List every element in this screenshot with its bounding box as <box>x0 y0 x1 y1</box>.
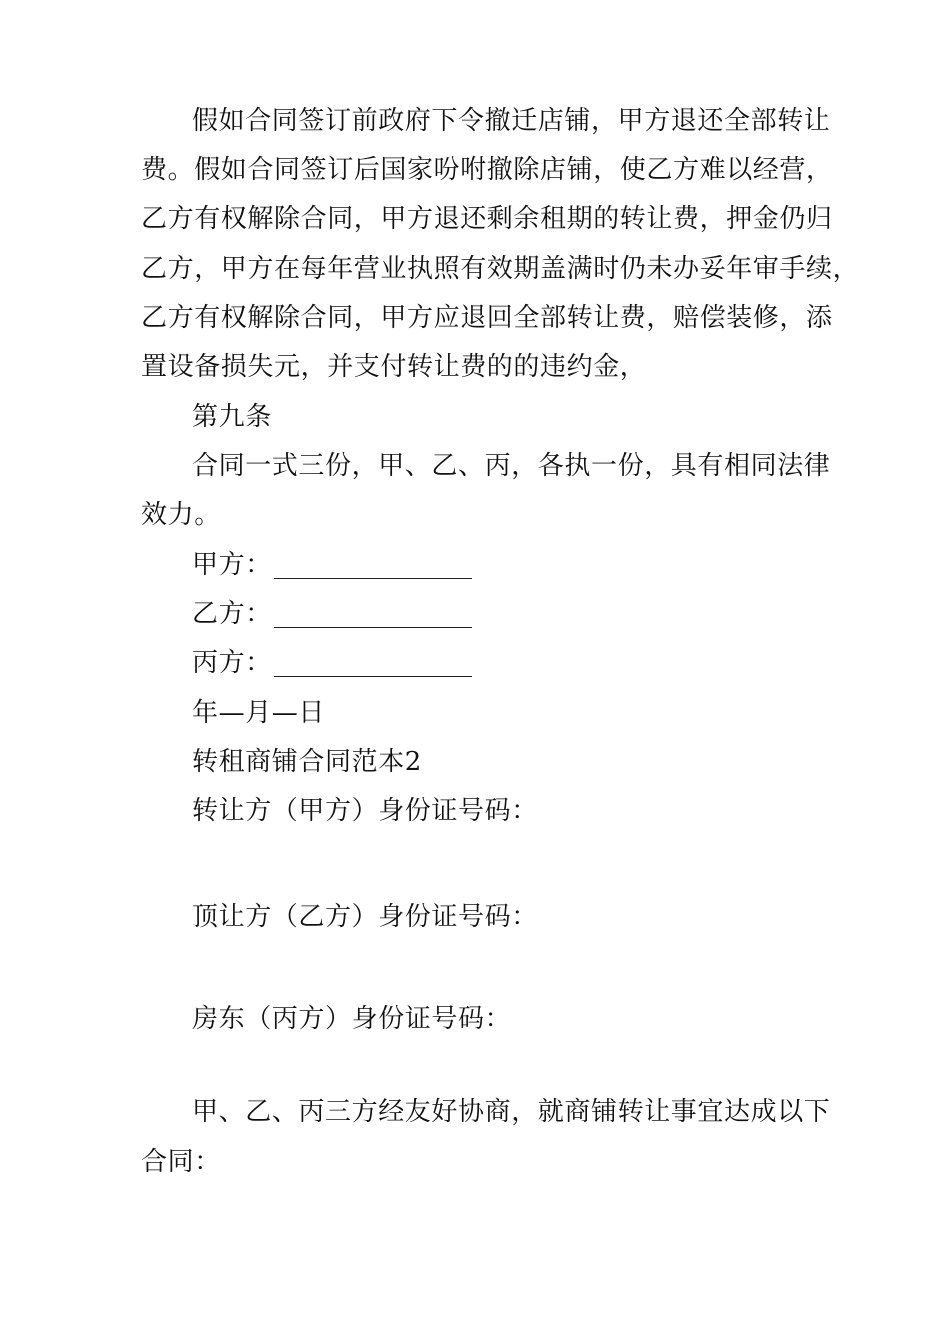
date-line: 年—月—日 <box>192 698 326 728</box>
paragraph-line: 乙方有权解除合同，甲方退还剩余租期的转让费，押金仍归 <box>141 204 833 234</box>
article-heading: 第九条 <box>192 402 272 432</box>
landlord-id-line: 房东（丙方）身份证号码： <box>192 1004 512 1034</box>
transferee-id-line: 顶让方（乙方）身份证号码： <box>192 902 538 932</box>
paragraph-line: 乙方，甲方在每年营业执照有效期盖满时仍未办妥年审手续， <box>141 254 860 284</box>
signature-label: 丙方： <box>192 648 272 678</box>
paragraph-line: 甲、乙、丙三方经友好协商，就商铺转让事宜达成以下 <box>192 1097 831 1127</box>
paragraph-line: 费。假如合同签订后国家吩咐撤除店铺，使乙方难以经营， <box>141 155 833 185</box>
paragraph-line: 合同： <box>141 1147 221 1177</box>
paragraph-line: 假如合同签订前政府下令撤迁店铺，甲方退还全部转让 <box>192 106 831 136</box>
signature-party-c <box>192 648 472 678</box>
paragraph-line: 乙方有权解除合同，甲方应退回全部转让费，赔偿装修，添 <box>141 303 833 333</box>
signature-label: 乙方： <box>192 599 272 629</box>
signature-label: 甲方： <box>192 550 272 580</box>
transferor-id-line: 转让方（甲方）身份证号码： <box>192 796 538 826</box>
signature-blank <box>274 654 472 677</box>
paragraph-line: 合同一式三份，甲、乙、丙，各执一份，具有相同法律 <box>192 451 831 481</box>
paragraph-line: 置设备损失元，并支付转让费的的违约金， <box>141 352 647 382</box>
signature-party-b <box>192 599 472 629</box>
section-title: 转租商铺合同范本2 <box>192 747 422 777</box>
paragraph-line: 效力。 <box>141 500 221 530</box>
signature-blank <box>274 605 472 628</box>
signature-party-a <box>192 550 472 580</box>
signature-blank <box>274 556 472 579</box>
